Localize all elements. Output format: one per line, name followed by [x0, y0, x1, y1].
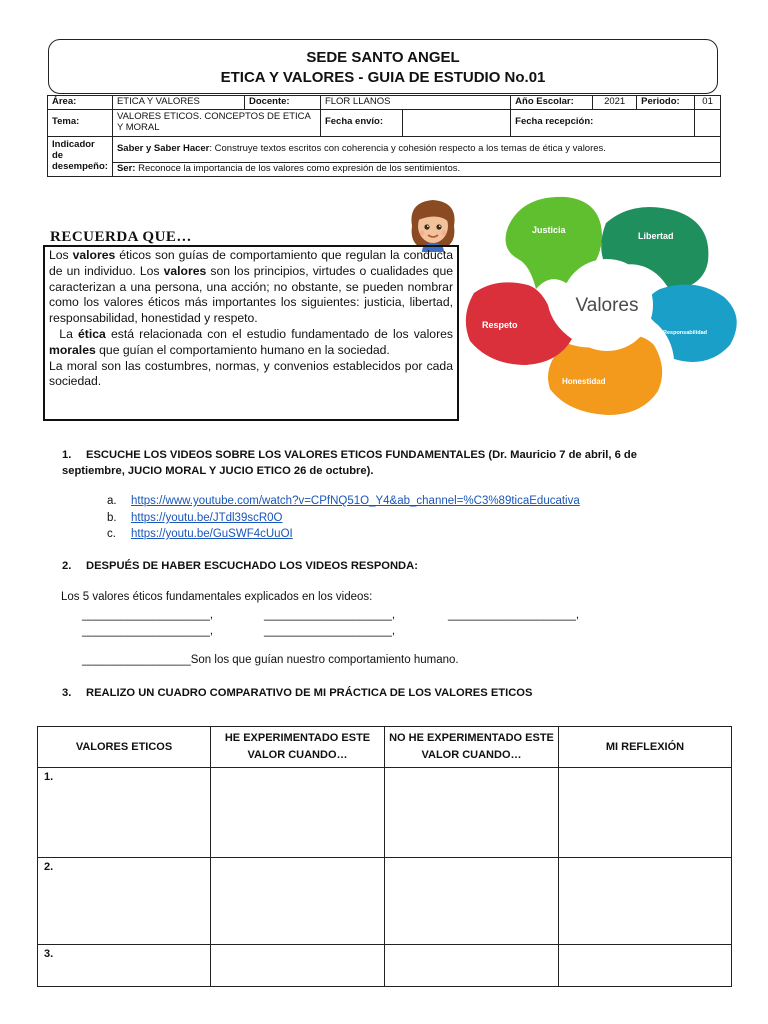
row-2-cell[interactable] [559, 858, 732, 945]
bold-term: valores [72, 248, 116, 262]
question-1-text: ESCUCHE LOS VIDEOS SOBRE LOS VALORES ETICOS FUNDAMENTALES (Dr. Mauricio 7 de abril, 6 de septiembre, JUCIO MORAL Y JUCIO ETICO 26 de octubre). [62, 449, 637, 477]
video-link-a[interactable]: https://www.youtube.com/watch?v=CPfNQ51O_Y4&ab_channel=%C3%89ticaEducativa [131, 495, 580, 507]
indicator-know-text: : Construye textos escritos con coherencia y cohesión respecto a los temas de ética y valores. [209, 142, 606, 154]
area-value: ETICA Y VALORES [112, 96, 244, 110]
header-no-experimentado: NO HE EXPERIMENTADO ESTE VALOR CUANDO… [385, 727, 559, 768]
bold-term: ética [78, 326, 106, 341]
row-2-cell[interactable] [385, 858, 559, 945]
answer-blank-4[interactable]: ____________________, [82, 625, 214, 637]
answer-blank-3[interactable]: ____________________, [448, 609, 580, 621]
question-3-text: REALIZO UN CUADRO COMPARATIVO DE MI PRÁCTICA DE LOS VALORES ETICOS [86, 687, 533, 699]
petal-responsabilidad [646, 285, 736, 362]
indicator-be [112, 162, 720, 176]
link-item-c [107, 528, 293, 540]
year-value: 2021 [593, 96, 637, 110]
question-2 [62, 558, 418, 574]
question-1-number: 1. [62, 449, 72, 461]
row-2-cell[interactable] [211, 858, 385, 945]
row-1-cell[interactable] [385, 768, 559, 858]
girl-illustration [398, 196, 468, 252]
link-item-b [107, 512, 283, 524]
indicator-be-bold: Ser: [116, 162, 136, 174]
year-label: Año Escolar: [511, 96, 593, 110]
recuerda-paragraph-2 [49, 327, 453, 359]
text-span: que guían el comportamiento humano en la sociedad. [95, 342, 390, 357]
answer-blank-1[interactable]: ____________________, [82, 609, 214, 621]
row-3-cell[interactable] [385, 945, 559, 987]
comparison-table [37, 726, 732, 987]
question-2-number: 2. [62, 560, 72, 572]
row-1-cell[interactable] [211, 768, 385, 858]
question-2-text: DESPUÉS DE HABER ESCUCHADO LOS VIDEOS RESPONDA: [86, 560, 418, 572]
text-span: éticos son guías de comportamiento que regulan la conducta de un individuo. Los [49, 248, 453, 278]
topic-label: Tema: [48, 109, 113, 136]
recuerda-title: RECUERDA QUE… [50, 229, 192, 245]
row-3-label[interactable]: 3. [38, 945, 211, 987]
indicator-know [112, 136, 720, 162]
header-experimentado: HE EXPERIMENTADO ESTE VALOR CUANDO… [211, 727, 385, 768]
received-date-value [695, 109, 721, 136]
header-valores: VALORES ETICOS [38, 727, 211, 768]
row-2-label[interactable]: 2. [38, 858, 211, 945]
question-3-number: 3. [62, 687, 72, 699]
text-span: son los principios, virtudes o cualidades que caracterizan a una persona, una acción; no obstante, se pueden nombrar como los valores éticos más importantes los siguientes: justicia, libertad, responsabilidad, honestidad y respeto. [49, 263, 454, 326]
sentence-completion [82, 654, 459, 666]
area-label: Área: [48, 96, 113, 110]
link-item-a [107, 495, 580, 507]
link-letter-b: b. [107, 512, 117, 524]
text-span: Los [49, 248, 73, 262]
question-1 [62, 447, 682, 479]
center-label: Valores [575, 295, 639, 316]
question-3 [62, 685, 532, 701]
row-3-cell[interactable] [559, 945, 732, 987]
petal-label-responsabilidad: Responsabilidad [663, 330, 708, 336]
indicator-be-text: Reconoce la importancia de los valores como expresión de los sentimientos. [135, 162, 461, 174]
sentence-blank[interactable]: _________________ [82, 654, 191, 666]
document-header [48, 39, 718, 94]
question-2-prompt: Los 5 valores éticos fundamentales explicados en los videos: [61, 591, 373, 603]
petal-respeto [466, 282, 572, 365]
header-reflexion: MI REFLEXIÓN [559, 727, 732, 768]
link-letter-c: c. [107, 528, 116, 540]
link-letter-a: a. [107, 495, 117, 507]
received-date-label: Fecha recepción: [511, 109, 695, 136]
info-table [47, 95, 721, 177]
bold-term: valores [163, 263, 207, 278]
answer-blank-2[interactable]: ____________________, [264, 609, 396, 621]
topic-value: VALORES ETICOS. CONCEPTOS DE ETICA Y MORAL [112, 109, 320, 136]
petal-label-honestidad: Honestidad [562, 377, 606, 386]
row-1-cell[interactable] [559, 768, 732, 858]
recuerda-paragraph-1 [49, 248, 453, 327]
petal-label-libertad: Libertad [638, 231, 674, 241]
answer-blank-5[interactable]: ____________________, [264, 625, 396, 637]
valores-graphic [462, 193, 738, 418]
period-label: Periodo: [637, 96, 695, 110]
recuerda-box [43, 245, 459, 421]
school-name: SEDE SANTO ANGEL [306, 49, 460, 66]
indicator-know-bold: Saber y Saber Hacer [116, 142, 210, 154]
sentence-text: Son los que guían nuestro comportamiento humano. [190, 654, 459, 666]
petal-label-respeto: Respeto [482, 320, 518, 330]
bold-term: morales [49, 342, 96, 357]
text-span: La [49, 326, 79, 341]
teacher-value: FLOR LLANOS [320, 96, 510, 110]
video-link-b[interactable]: https://youtu.be/JTdl39scR0O [131, 512, 283, 524]
teacher-label: Docente: [244, 96, 320, 110]
row-3-cell[interactable] [211, 945, 385, 987]
sent-date-label: Fecha envío: [320, 109, 402, 136]
sent-date-value [402, 109, 510, 136]
text-span: está relacionada con el estudio fundamentado de los valores [105, 326, 453, 341]
video-link-c[interactable]: https://youtu.be/GuSWF4cUuOI [131, 528, 293, 540]
row-1-label[interactable]: 1. [38, 768, 211, 858]
recuerda-paragraph-3: La moral son las costumbres, normas, y convenios establecidos por cada sociedad. [49, 358, 453, 389]
guide-title: ETICA Y VALORES - GUIA DE ESTUDIO No.01 [220, 69, 546, 86]
petal-label-justicia: Justicia [532, 225, 566, 235]
indicator-label: Indicador de desempeño: [48, 136, 113, 176]
period-value: 01 [695, 96, 721, 110]
